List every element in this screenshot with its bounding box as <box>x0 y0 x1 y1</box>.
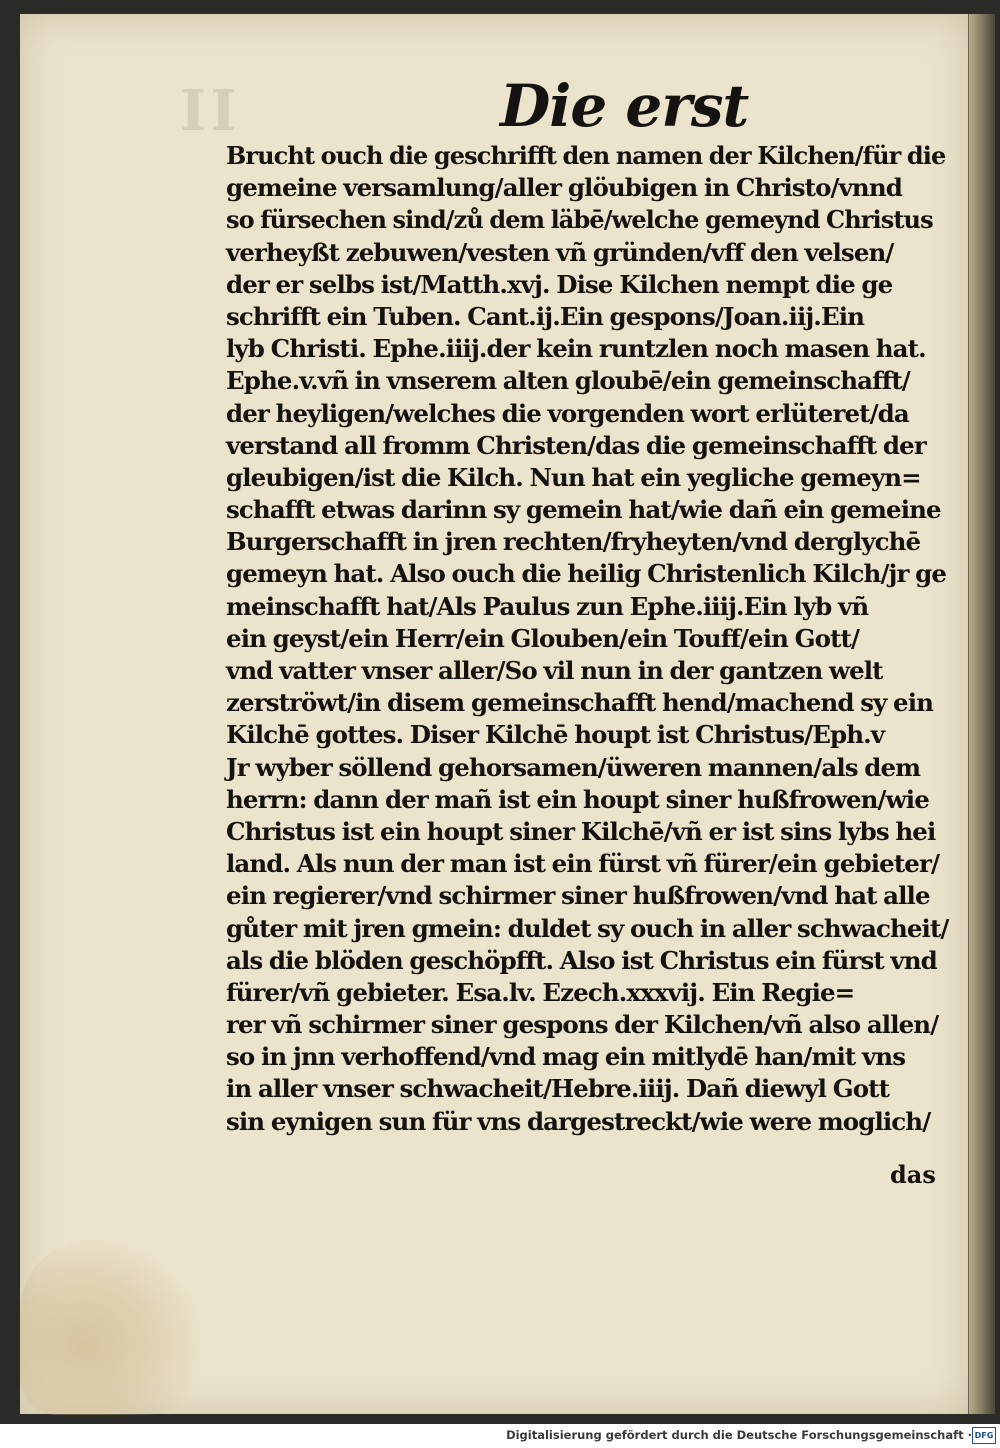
text-line: fürer/vñ gebieter. Esa.lv. Ezech.xxxvij. Ein Regie= <box>226 977 855 1007</box>
text-line: vnd vatter vnser aller/So vil nun in der gantzen welt <box>226 656 883 685</box>
footer-bar <box>0 1424 1000 1448</box>
text-line: herrn: dann der mañ ist ein houpt siner hußfrowen/wie <box>226 784 929 814</box>
text-line: Christus ist ein houpt siner Kilchē/vñ er ist sins lybs hei <box>226 816 936 846</box>
body-text <box>226 140 948 1138</box>
text-line: Brucht ouch die geschrifft den namen der Kilchen/für die <box>226 141 946 170</box>
text-line: rer vñ schirmer siner gespons der Kilchen/vñ also allen/ <box>226 1010 939 1040</box>
dfg-logo-icon: DFG <box>972 1427 996 1444</box>
text-line: so in jnn verhoffend/vnd mag ein mitlydē han/mit vns <box>226 1042 906 1072</box>
text-line: land. Als nun der man ist ein fürst vñ fürer/ein gebieter/ <box>226 849 939 879</box>
text-line: in aller vnser schwacheit/Hebre.iiij. Dañ diewyl Gott <box>226 1074 889 1104</box>
text-line: sin eynigen sun für vns dargestreckt/wie were moglich/ <box>226 1106 931 1136</box>
text-line: so fürsechen sind/zů dem läbē/welche gemeynd Christus <box>226 205 933 235</box>
text-line: zerströwt/in disem gemeinschafft hend/machend sy ein <box>226 688 934 718</box>
text-line: der heyligen/welches die vorgenden wort erlüteret/da <box>226 398 909 428</box>
text-line: gůter mit jren gmein: duldet sy ouch in aller schwacheit/ <box>226 913 949 943</box>
catchword: das <box>890 1160 936 1189</box>
text-line: der er selbs ist/Matth.xvj. Dise Kilchen nempt die ge <box>226 269 893 299</box>
text-line: meinschafft hat/Als Paulus zun Ephe.iiij.Ein lyb vñ <box>226 591 869 621</box>
text-line: gemeine versamlung/aller glöubigen in Christo/vnnd <box>226 173 902 203</box>
funding-notice: Digitalisierung gefördert durch die Deutsche Forschungsgemeinschaft · <box>506 1428 972 1442</box>
text-line: als die blöden geschöpfft. Also ist Christus ein fürst vnd <box>226 945 937 975</box>
text-line: verstand all fromm Christen/das die gemeinschafft der <box>226 430 926 460</box>
text-line: gemeyn hat. Also ouch die heilig Christenlich Kilch/jr ge <box>226 559 947 589</box>
text-line: ein regierer/vnd schirmer siner hußfrowen/vnd hat alle <box>226 881 930 911</box>
text-line: ein geyst/ein Herr/ein Glouben/ein Touff/ein Gott/ <box>226 623 860 653</box>
running-head: Die erst <box>500 72 749 140</box>
text-line: lyb Christi. Ephe.iiij.der kein runtzlen noch masen hat. <box>226 334 926 364</box>
show-through-mark: II <box>180 78 241 144</box>
text-line: gleubigen/ist die Kilch. Nun hat ein yegliche gemeyn= <box>226 462 921 492</box>
text-line: schrifft ein Tuben. Cant.ij.Ein gespons/Joan.iij.Ein <box>226 301 865 331</box>
text-line: Kilchē gottes. Diser Kilchē houpt ist Christus/Eph.v <box>226 720 885 750</box>
text-line: Ephe.v.vñ in vnserem alten gloubē/ein gemeinschafft/ <box>226 366 910 396</box>
text-line: verheyßt zebuwen/vesten vñ gründen/vff den velsen/ <box>226 237 894 267</box>
book-spine-edge <box>968 14 995 1414</box>
text-line: Burgerschafft in jren rechten/fryheyten/vnd derglychē <box>226 527 921 557</box>
text-line: Jr wyber söllend gehorsamen/üweren mannen/als dem <box>226 752 921 782</box>
text-line: schafft etwas darinn sy gemein hat/wie dañ ein gemeine <box>226 495 941 525</box>
